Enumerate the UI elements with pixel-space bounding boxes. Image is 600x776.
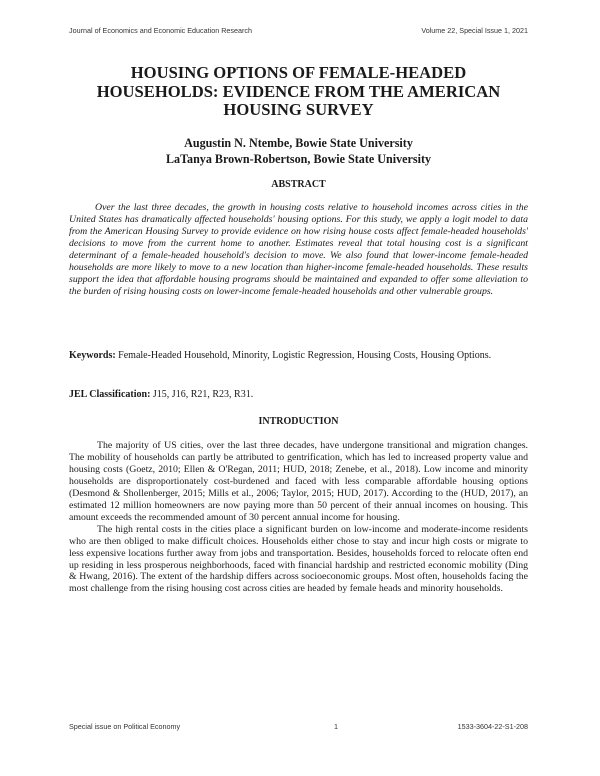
author-2: LaTanya Brown-Robertson, Bowie State University [165, 152, 432, 166]
keywords [69, 350, 528, 362]
introduction-body [69, 440, 528, 595]
jel-label: JEL Classification: [69, 389, 151, 400]
introduction-heading: INTRODUCTION [258, 416, 339, 427]
keywords-label: Keywords: [69, 350, 116, 361]
volume-info: Volume 22, Special Issue 1, 2021 [421, 26, 528, 35]
keywords-text: Female-Headed Household, Minority, Logistic Regression, Housing Costs, Housing Options. [118, 350, 492, 361]
author-list [69, 135, 528, 167]
abstract-heading: ABSTRACT [271, 179, 326, 190]
paper-title: HOUSING OPTIONS OF FEMALE-HEADED HOUSEHOLDS: EVIDENCE FROM THE AMERICAN HOUSING SURVEY [96, 63, 501, 119]
intro-paragraph-1: The majority of US cities, over the last three decades, have undergone transitional and migration changes. The mobility of households can partly be attributed to gentrification, which has led to increased property value and housing costs (Goetz, 2010; Ellen & O'Regan, 2011; HUD, 2018; Zenebe, et al., 2018). Low income and minority households are disproportionately cost-burdened and faced with less comparable affordable housing options (Desmond & Shollenberger, 2015; Mills et al., 2006; Taylor, 2015; HUD, 2017). According to the (HUD, 2017), an estimated 12 million homeowners are now paying more than 50 percent of their annual incomes on housing. This amount exceeds the recommended amount of 30 percent annual income for housing. [69, 440, 528, 523]
journal-name: Journal of Economics and Economic Education Research [69, 26, 252, 35]
jel-text: J15, J16, R21, R23, R31. [152, 389, 254, 400]
author-1: Augustin N. Ntembe, Bowie State University [184, 136, 413, 150]
running-footer [69, 722, 528, 731]
footer-id: 1533-3604-22-S1-208 [457, 722, 528, 731]
footer-issue: Special issue on Political Economy [69, 722, 181, 731]
abstract-text: Over the last three decades, the growth in housing costs relative to household incomes across cities in the United States has dramatically affected households' housing options. For this study, we apply a logit model to data from the American Housing Survey to provide evidence on how rising house costs affect female-headed households' decisions to move from the current home to another. Estimates reveal that total housing cost is a significant determinant of a female-headed household's decision to move. We also found that lower-income female-headed households are more likely to move to a new location than higher-income female-headed households. These results support the idea that affordable housing programs should be maintained and expanded to offer some alleviation to the burden of rising housing costs on lower-income female-headed households and other vulnerable groups. [69, 202, 528, 297]
jel-classification [69, 389, 528, 401]
intro-paragraph-2: The high rental costs in the cities place a significant burden on low-income and moderate-income residents who are then obliged to make difficult choices. Households either chose to stay and incur high costs or migrate to less expensive locations further away from jobs and transportation. Besides, households forced to relocate often end up residing in less prosperous neighborhoods, faced with financial hardship and restricted economic mobility (Ding & Hwang, 2016). The extent of the hardship differs across socioeconomic groups. Most often, households facing the most challenge from the rising housing cost across cities are headed by female heads and minority households. [69, 523, 528, 595]
page-number: 1 [334, 722, 338, 731]
running-header [69, 26, 528, 35]
